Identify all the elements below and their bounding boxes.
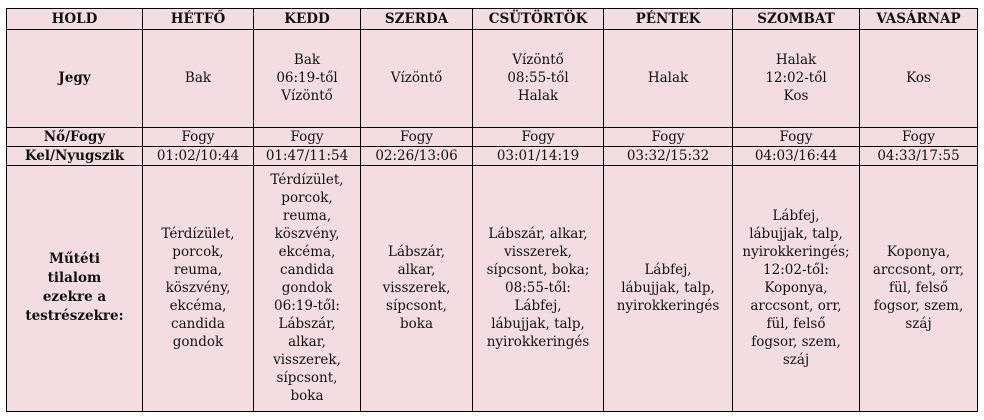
rise-set-cell: 03:32/15:32 bbox=[604, 146, 733, 165]
sign-cell: Bak 06:19-től Vízöntő bbox=[254, 30, 361, 128]
rise-set-cell: 03:01/14:19 bbox=[473, 146, 604, 165]
surgery-ban-cell: Térdízület, porcok, reuma, köszvény, ekcéma, candida gondok bbox=[143, 165, 254, 411]
header-szombat: SZOMBAT bbox=[733, 9, 860, 30]
phase-row bbox=[7, 127, 978, 146]
rise-set-row-label: Kel/Nyugszik bbox=[7, 146, 143, 165]
sign-row-label: Jegy bbox=[7, 30, 143, 128]
phase-row-label: Nő/Fogy bbox=[7, 127, 143, 146]
rise-set-cell: 04:33/17:55 bbox=[860, 146, 978, 165]
rise-set-cell: 04:03/16:44 bbox=[733, 146, 860, 165]
surgery-ban-cell: Lábfej, lábujjak, talp, nyirokkeringés; 12:02-től: Koponya, arccsont, orr, fül, felső fogsor, szem, száj bbox=[733, 165, 860, 411]
moon-calendar-table bbox=[6, 8, 978, 412]
phase-cell: Fogy bbox=[361, 127, 473, 146]
surgery-ban-cell: Lábszár, alkar, visszerek, sípcsont, boka; 08:55-től: Lábfej, lábujjak, talp, nyirokkeringés bbox=[473, 165, 604, 411]
header-hold: HOLD bbox=[7, 9, 143, 30]
header-pentek: PÉNTEK bbox=[604, 9, 733, 30]
sign-cell: Bak bbox=[143, 30, 254, 128]
sign-cell: Halak 12:02-től Kos bbox=[733, 30, 860, 128]
sign-row bbox=[7, 30, 978, 128]
phase-cell: Fogy bbox=[860, 127, 978, 146]
rise-set-row bbox=[7, 146, 978, 165]
header-kedd: KEDD bbox=[254, 9, 361, 30]
surgery-ban-cell: Lábszár, alkar, visszerek, sípcsont, boka bbox=[361, 165, 473, 411]
rise-set-cell: 01:02/10:44 bbox=[143, 146, 254, 165]
surgery-ban-cell: Térdízület, porcok, reuma, köszvény, ekcéma, candida gondok 06:19-től: Lábszár, alkar, visszerek, sípcsont, boka bbox=[254, 165, 361, 411]
phase-cell: Fogy bbox=[604, 127, 733, 146]
sign-cell: Kos bbox=[860, 30, 978, 128]
surgery-ban-cell: Lábfej, lábujjak, talp, nyirokkeringés bbox=[604, 165, 733, 411]
header-row bbox=[7, 9, 978, 30]
header-szerda: SZERDA bbox=[361, 9, 473, 30]
surgery-ban-cell: Koponya, arccsont, orr, fül, felső fogsor, szem, száj bbox=[860, 165, 978, 411]
surgery-ban-row bbox=[7, 165, 978, 411]
header-vasarnap: VASÁRNAP bbox=[860, 9, 978, 30]
surgery-ban-row-label: Műtéti tilalom ezekre a testrészekre: bbox=[7, 165, 143, 411]
phase-cell: Fogy bbox=[254, 127, 361, 146]
rise-set-cell: 02:26/13:06 bbox=[361, 146, 473, 165]
sign-cell: Vízöntő bbox=[361, 30, 473, 128]
sign-cell: Halak bbox=[604, 30, 733, 128]
phase-cell: Fogy bbox=[143, 127, 254, 146]
phase-cell: Fogy bbox=[473, 127, 604, 146]
sign-cell: Vízöntő 08:55-től Halak bbox=[473, 30, 604, 128]
header-hetfo: HÉTFŐ bbox=[143, 9, 254, 30]
phase-cell: Fogy bbox=[733, 127, 860, 146]
header-csutortok: CSÜTÖRTÖK bbox=[473, 9, 604, 30]
rise-set-cell: 01:47/11:54 bbox=[254, 146, 361, 165]
